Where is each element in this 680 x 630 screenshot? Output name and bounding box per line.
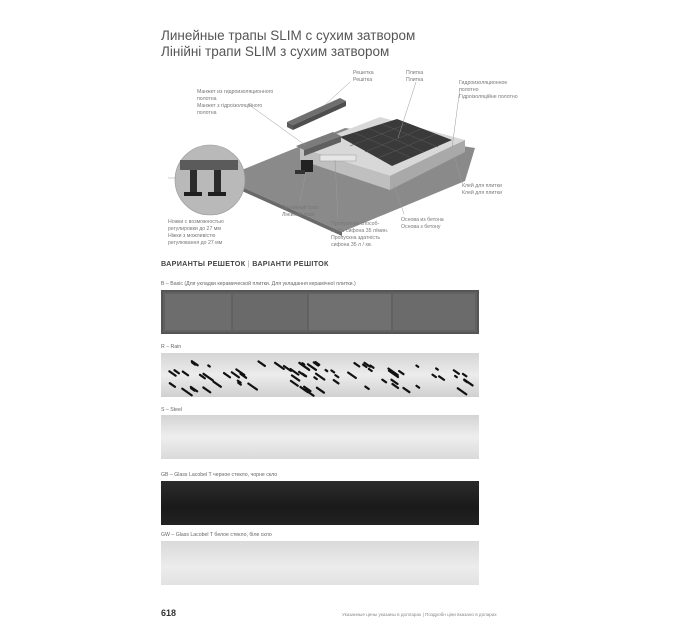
label-klei: Клей для плитки Клей для плитки	[462, 183, 502, 196]
label-osnova: Основа из бетона Основа з бетону	[401, 217, 444, 230]
grate-glass-white-image	[161, 541, 479, 585]
label-reshetka: Решетка Решітка	[353, 70, 374, 83]
page-title-ru: Линейные трапы SLIM с сухим затвором	[161, 28, 416, 43]
section-title	[161, 259, 329, 268]
label-propusknaya: Пропускная способ- ность сифона 35 л/мин. Пропускна здатність сифона 35 л / хв.	[331, 221, 389, 248]
page-title-ua: Лінійні трапи SLIM з сухим затвором	[161, 44, 390, 59]
grate-caption-glass-white: GW – Glass Lacobel T белое стекло, біле скло	[161, 532, 272, 538]
grate-steel-image	[161, 415, 479, 459]
page-number: 618	[161, 608, 177, 618]
grate-caption-basic: B – Basic (Для укладки керамической плитки. Для укладання керамічної плитки.)	[161, 281, 356, 287]
label-nozhki: Ножки с возможностью регулировки до 27 мм Ніжки з можливістю регулювання до 27 мм	[168, 219, 224, 246]
section-title-separator: |	[247, 259, 250, 268]
grate-caption-rain: R – Rain	[161, 344, 182, 350]
grate-basic-image	[161, 290, 479, 334]
section-title-ua: ВАРІАНТИ РЕШІТОК	[252, 259, 329, 268]
label-gidro-polotno: Гидроизоляционное полотно Гідроізоляційне полотно	[459, 80, 518, 100]
grate-caption-glass-black: GB – Glass Lacobel T черное стекло, чорне скло	[161, 472, 278, 478]
label-manzhet: Манжет из гидроизоляционного полотна Манжет з гідроізоляційного полотна	[197, 89, 274, 116]
grate-caption-steel: S – Steel	[161, 407, 183, 413]
grate-rain-image	[161, 353, 479, 397]
footer-note: Указанные цены указаны в долларах | Поздробн ціни вказано в доларах	[342, 612, 497, 617]
grate-glass-black-image	[161, 481, 479, 525]
section-title-ru: ВАРИАНТЫ РЕШЕТОК	[161, 259, 246, 268]
label-plitka: Плитка Плитка	[406, 70, 424, 83]
label-lineynyi-trap: Линейный трап Лінійний трап	[282, 205, 319, 218]
